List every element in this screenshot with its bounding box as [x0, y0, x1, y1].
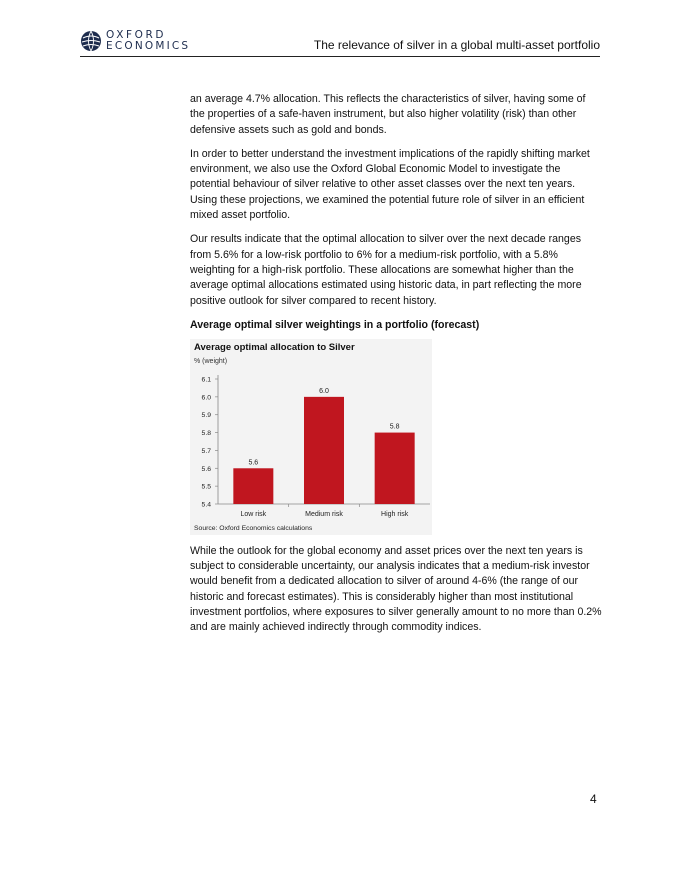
y-tick-label: 5.5	[201, 483, 211, 491]
y-tick-label: 5.6	[201, 465, 211, 473]
paragraph-2: In order to better understand the investment implications of the rapidly shifting market environment, we also use the Oxford Global Economic Model to investigate the potential behaviour of silver relative to other asset classes over the next ten years. Using these projections, we examined the potential future role of silver in an efficient mixed asset portfolio.	[190, 147, 590, 222]
bar-low-risk	[233, 468, 273, 504]
bar-medium-risk	[304, 397, 344, 504]
chart-svg	[190, 339, 432, 535]
paragraph-1: an average 4.7% allocation. This reflects the characteristics of silver, having some of the properties of a safe-haven instrument, but also higher volatility (risk) than other defensive assets such as gold and bonds.	[190, 93, 586, 136]
chart-title: Average optimal allocation to Silver	[194, 341, 355, 353]
y-tick-label: 5.8	[201, 429, 211, 437]
globe-icon	[80, 30, 102, 52]
bar-high-risk	[375, 432, 415, 503]
paragraph-4: While the outlook for the global economy and asset prices over the next ten years is subject to considerable uncertainty, our analysis indicates that a medium-risk investor would benefit from a dedicated allocation to silver of around 4-6% (the range of our historic and forecast estimates). This is considerably higher than most institutional investment portfolios, where exposures to silver generally amount to no more than 0.2% and are mainly achieved indirectly through commodity indices.	[190, 544, 602, 634]
chart-source: Source: Oxford Economics calculations	[194, 524, 313, 532]
figure-title: Average optimal silver weightings in a portfolio (forecast)	[190, 318, 480, 331]
y-tick-label: 5.4	[201, 501, 211, 509]
y-tick-label: 5.9	[201, 412, 211, 420]
y-tick-label: 6.1	[201, 376, 211, 384]
header-divider	[80, 56, 600, 57]
silver-allocation-chart	[190, 339, 432, 535]
page-content	[190, 92, 602, 645]
y-tick-label: 6.0	[201, 394, 211, 402]
x-tick-label: Low risk	[240, 510, 267, 518]
y-tick-label: 5.7	[201, 447, 211, 455]
bar-value-label: 6.0	[319, 387, 329, 395]
page-number: 4	[590, 792, 597, 806]
logo-text-oxford: OXFORD	[106, 29, 167, 41]
logo-text-economics: ECONOMICS	[106, 40, 191, 52]
y-axis-label: % (weight)	[194, 357, 228, 365]
bar-value-label: 5.8	[389, 423, 400, 431]
document-title: The relevance of silver in a global multi-asset portfolio	[313, 38, 600, 52]
x-tick-label: High risk	[381, 510, 409, 518]
oxford-economics-logo	[80, 28, 200, 56]
page-header	[80, 28, 600, 58]
bar-value-label: 5.6	[248, 459, 259, 467]
paragraph-3: Our results indicate that the optimal allocation to silver over the next decade ranges from 5.6% for a low-risk portfolio to 6% for a medium-risk portfolio, with a 5.8% weighting for a high-risk portfolio. These allocations are somewhat higher than the average optimal allocations estimated using historic data, in part reflecting the more positive outlook for silver compared to recent history.	[190, 233, 582, 307]
x-tick-label: Medium risk	[305, 510, 343, 518]
